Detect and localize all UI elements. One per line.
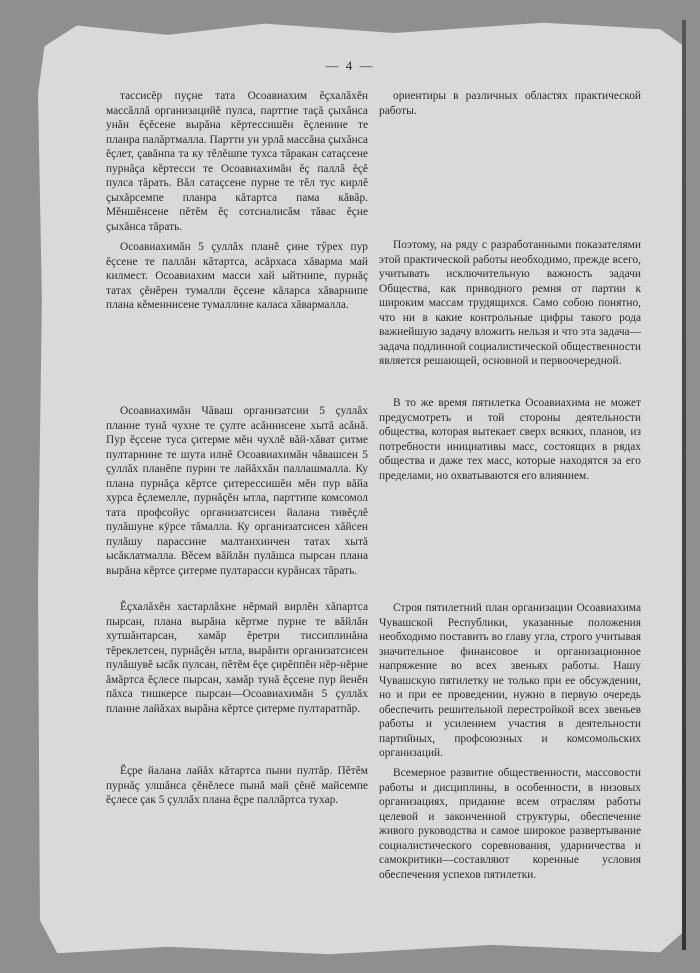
right-paragraph-1: ориентиры в различных областях практической работы. — [379, 90, 641, 117]
left-paragraph-2: Осоавиахимăн 5 çуллăх планĕ çине тӳрех пур ĕçсене те паллăн кăтартса, асăрхаса хăварма май килмест. Осоавиахим масси хай ыйтнипе, пурнăç татах çĕнĕрен тумалли ĕçсене кăларса хăварнипе плана кĕменнисене тумаллине каласа хăвармалла. — [106, 241, 368, 311]
right-paragraph-5: Всемерное развитие общественности, массовости работы и дисциплины, в особенности, в низовых организациях, придание всем отраслям работы целевой и законченной структуры, обеспечение живого руководства и самое широкое развертывание социалистического соревнования, ударничества и самокритики—составляют коренные условия обеспечения успехов пятилетки. — [379, 767, 641, 881]
right-paragraph-2: Поэтому, на ряду с разработанными показателями этой практической работы необходимо, прежде всего, учитывать исключительную важность задачи Общества, как приводного ремня от партии к широким массам трудящихся. Само собою понятно, что ни в какие контрольные цифры такого рода важнейшую задачу вложить нельзя и что эта задача—задача подлинной социалистической общественности является решающей, основной и первоочередной. — [379, 239, 641, 367]
page-number: — 4 — — [325, 58, 375, 73]
left-paragraph-5: Ĕçре йалана лайăх кăтартса пыни пултăр. Пĕтĕм пурнăç улшăнса çĕнĕлесе пынă май çĕнĕ майсемпе ĕçлесе çак 5 çуллăх плана ĕçре паллăртса тухар. — [106, 765, 368, 806]
page-edge-rule — [682, 20, 686, 950]
left-paragraph-3: Осоавиахимăн Чăваш организатсии 5 çуллăх планне тунă чухне те çулте асăннисене хытă асăнă. Пур ĕçсене туса çитерме мĕн чухлĕ вăй-хăват çитме пултарнине те шута илнĕ Осоавиахимăн чăвашсен 5 çуллăх планĕпе пурин те лайăххăн паллашмалла. Ку плана пурнăçа кĕртсе çитерессишĕн мĕн пур вăйа хурса ĕçлемелле, пурнăçĕн ытла, парттипе комсомол тата профсойус организатсисен йалана тивĕçлĕ пулăшуне кÿрсе тăмалла. Ку организатсисен хăйсен пулăшу парассине малтанхинчен татах хытă ысăклатмалла. Вĕсем вăйлăн пулăшса пырсан плана вырăна кĕртсе çитерме пултарасси курăнсах тăрать. — [106, 405, 368, 577]
right-paragraph-4: Строя пятилетний план организации Осоавиахима Чувашской Республики, указанные положения необходимо поставить во главу угла, строго учитывая значительное финансовое и организационное напряжение во всех звеньях работы. Нашу Чувашскую пятилетку не только при ее обсуждении, но и при ее проведении, нужно в первую очередь обеспечить решительной перестройкой всех звеньев работы и усилением участия в деятельности партийных, профсоюзных и комсомольских организаций. — [379, 602, 641, 759]
left-paragraph-1: тассисĕр пуçне тата Осоавиахим ĕçхалăхĕн массăллă организацийĕ пулса, парттие таçă çыхăнса унăн ĕçĕсене вырăна кĕртессишĕн ĕçленине те планра палăртмалла. Партти ун урлă массăна çыхăнса ĕçлет, çавăнпа та ку тĕлĕшпе тухса тăракан сатаçсене пурнăçа кĕртесси те Осоавиахимăн ĕç паллă ĕçĕ пулса тăрать. Вăл сатаçсене пурне те тĕл тус кирлĕ çыхăрсемпе планра кăтартса пама кăвăр. Мĕншĕнсене пĕтĕм ĕç сотсиалисăм тăвас ĕçне çыхăнса тăрать. — [106, 90, 368, 233]
left-paragraph-4: Ĕçхалăхĕн хастарлăхне нĕрмай вирлĕн хăпартса пырсан, плана вырăна кĕртме пурне те вăйлăн хутшăнтарсан, хамăр ĕретри тиссиплинăна тĕреклетсен, пурнăçĕн ытла, вырăнти организатсисен пулăшувĕ ысăк пулсан, пĕтĕм ĕçе çирĕппĕн нĕр-нĕрне ăмăртса ĕçлесе пырсан, хамăр тунă ĕçсене пур йенĕн пăхса тишкерсе пырсан—Осоавиахимăн 5 çуллăх планне лайăхах вырăна кĕртсе çитерме пултаратпăр. — [106, 601, 368, 715]
right-paragraph-3: В то же время пятилетка Осоавиахима не может предусмотреть и той стороны деятельности общества, которая вытекает сверх всяких, планов, из потребности инициативы масс, состоящих в рядах общества и даже тех масс, которые находятся за его пределами, но охватываются его влиянием. — [379, 397, 641, 482]
